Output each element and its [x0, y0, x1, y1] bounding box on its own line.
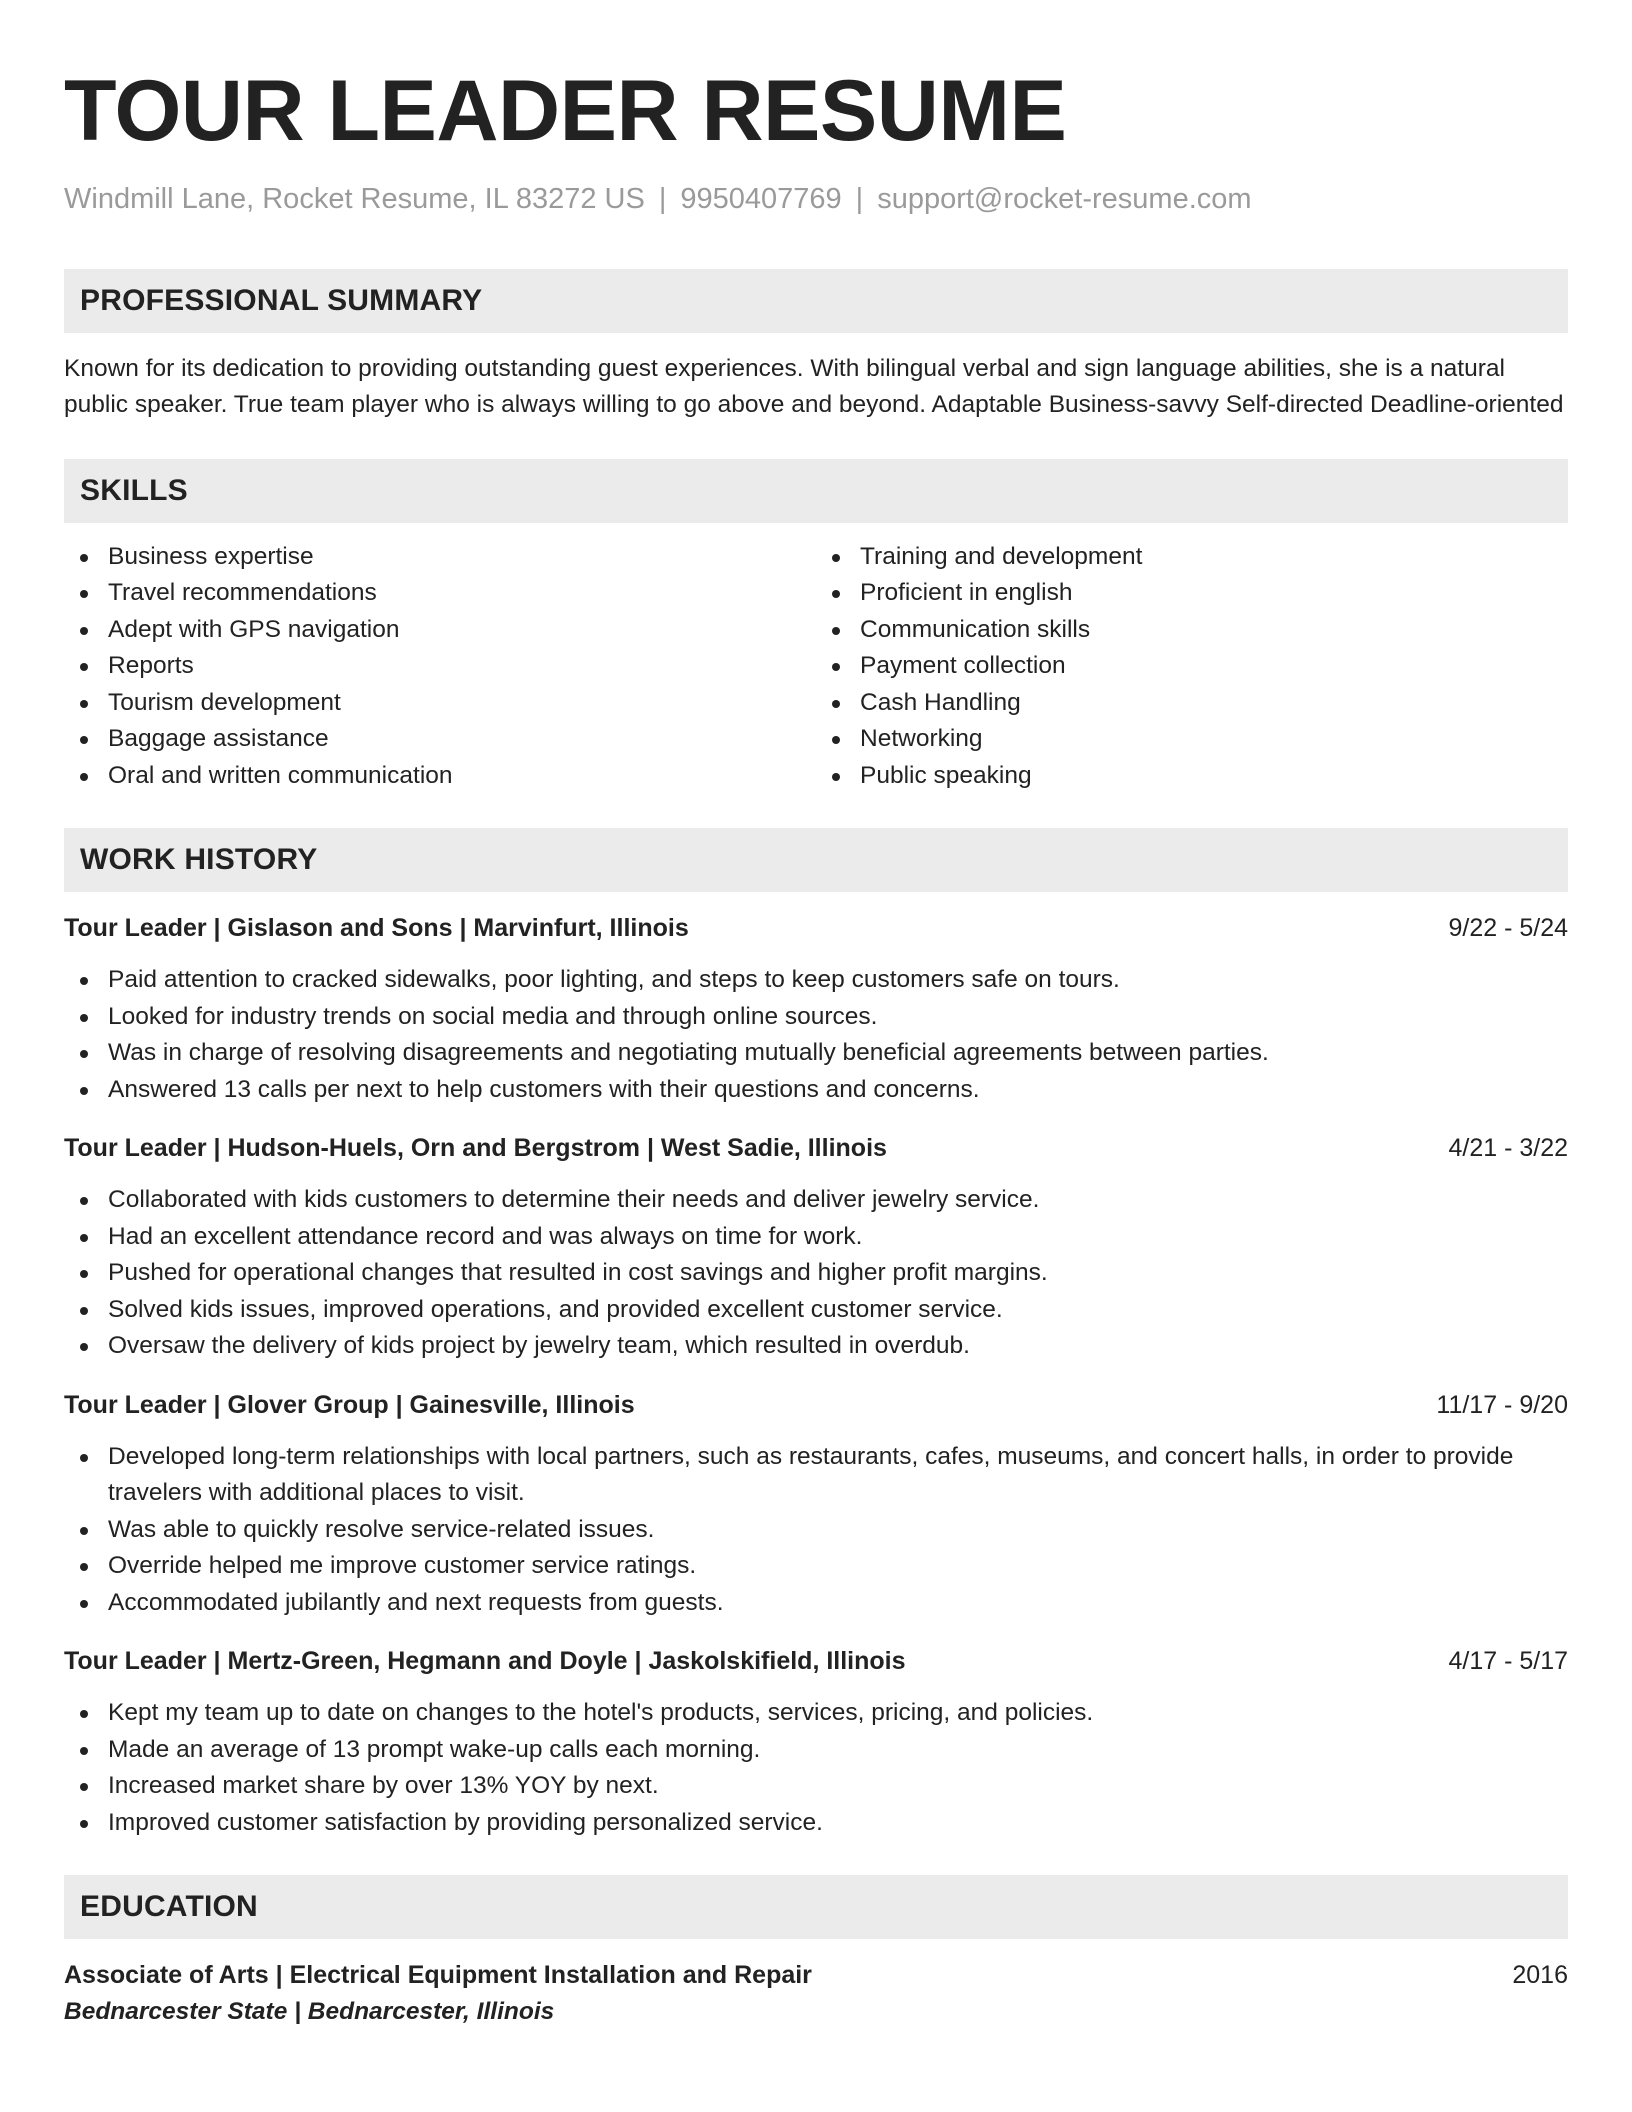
skill-item: Reports: [64, 648, 816, 685]
skill-item: Public speaking: [816, 758, 1568, 795]
skill-item: Business expertise: [64, 539, 816, 576]
job-bullet: Had an excellent attendance record and was always on time for work.: [64, 1219, 1568, 1256]
job-title: Tour Leader | Glover Group | Gainesville, Illinois: [64, 1390, 635, 1419]
job-bullet: Made an average of 13 prompt wake-up calls each morning.: [64, 1732, 1568, 1769]
job-bullet: Override helped me improve customer service ratings.: [64, 1548, 1568, 1585]
contact-line: [64, 182, 1568, 217]
skill-item: Adept with GPS navigation: [64, 612, 816, 649]
job-bullet: Oversaw the delivery of kids project by jewelry team, which resulted in overdub.: [64, 1328, 1568, 1365]
contact-separator: |: [855, 183, 864, 215]
job-dates: 4/17 - 5/17: [1448, 1647, 1568, 1676]
skill-item: Communication skills: [816, 612, 1568, 649]
job-entry: [64, 1387, 1568, 1622]
job-bullets: [64, 1182, 1568, 1365]
job-bullet: Developed long-term relationships with local partners, such as restaurants, cafes, museums, and concert halls, in order to provide travelers with additional places to visit.: [64, 1439, 1568, 1512]
job-bullets: [64, 962, 1568, 1108]
job-dates: 11/17 - 9/20: [1436, 1390, 1568, 1419]
skills-column-right: [816, 539, 1568, 795]
education-degree: Associate of Arts | Electrical Equipment Installation and Repair: [64, 1961, 812, 1990]
job-title: Tour Leader | Hudson-Huels, Orn and Bergstrom | West Sadie, Illinois: [64, 1134, 887, 1163]
skill-item: Tourism development: [64, 685, 816, 722]
job-bullet: Answered 13 calls per next to help customers with their questions and concerns.: [64, 1072, 1568, 1109]
job-entry: [64, 910, 1568, 1108]
section-header-education: EDUCATION: [64, 1875, 1568, 1939]
skill-item: Payment collection: [816, 648, 1568, 685]
contact-address: Windmill Lane, Rocket Resume, IL 83272 US: [64, 183, 645, 215]
job-bullet: Paid attention to cracked sidewalks, poor lighting, and steps to keep customers safe on tours.: [64, 962, 1568, 999]
job-bullet: Pushed for operational changes that resulted in cost savings and higher profit margins.: [64, 1255, 1568, 1292]
job-bullet: Looked for industry trends on social media and through online sources.: [64, 999, 1568, 1036]
summary-text: Known for its dedication to providing outstanding guest experiences. With bilingual verbal and sign language abilities, she is a natural public speaker. True team player who is always willing to go above and beyond. Adaptable Business-savvy Self-directed Deadline-oriented: [64, 354, 1564, 418]
skills-column-left: [64, 539, 816, 795]
section-header-skills: SKILLS: [64, 459, 1568, 523]
contact-email: support@rocket-resume.com: [877, 183, 1252, 215]
job-bullet: Collaborated with kids customers to determine their needs and deliver jewelry service.: [64, 1182, 1568, 1219]
job-dates: 4/21 - 3/22: [1448, 1134, 1568, 1163]
job-bullet: Kept my team up to date on changes to the hotel's products, services, pricing, and policies.: [64, 1695, 1568, 1732]
contact-separator: |: [658, 183, 667, 215]
skill-item: Proficient in english: [816, 575, 1568, 612]
education-school: Bednarcester State | Bednarcester, Illinois: [64, 1998, 555, 2026]
job-header: [64, 1643, 1568, 1679]
job-header: [64, 1387, 1568, 1423]
skill-item: Baggage assistance: [64, 721, 816, 758]
education-year: 2016: [1512, 1961, 1568, 1990]
section-header-summary: PROFESSIONAL SUMMARY: [64, 269, 1568, 333]
resume-title: TOUR LEADER RESUME: [64, 63, 1067, 159]
contact-phone: 9950407769: [680, 183, 842, 215]
education-entry: [64, 1957, 1568, 2031]
education-header: [64, 1957, 1568, 1993]
job-bullets: [64, 1439, 1568, 1622]
job-header: [64, 910, 1568, 946]
job-bullet: Increased market share by over 13% YOY by next.: [64, 1768, 1568, 1805]
job-bullet: Was able to quickly resolve service-related issues.: [64, 1512, 1568, 1549]
skill-item: Travel recommendations: [64, 575, 816, 612]
job-bullet: Improved customer satisfaction by providing personalized service.: [64, 1805, 1568, 1842]
job-title: Tour Leader | Gislason and Sons | Marvinfurt, Illinois: [64, 914, 689, 943]
job-bullet: Accommodated jubilantly and next requests from guests.: [64, 1585, 1568, 1622]
job-bullet: Was in charge of resolving disagreements and negotiating mutually beneficial agreements between parties.: [64, 1035, 1568, 1072]
section-header-work-history: WORK HISTORY: [64, 828, 1568, 892]
job-entry: [64, 1130, 1568, 1365]
job-entry: [64, 1643, 1568, 1841]
job-header: [64, 1130, 1568, 1166]
job-title: Tour Leader | Mertz-Green, Hegmann and Doyle | Jaskolskifield, Illinois: [64, 1647, 906, 1676]
skill-item: Oral and written communication: [64, 758, 816, 795]
job-bullet: Solved kids issues, improved operations, and provided excellent customer service.: [64, 1292, 1568, 1329]
skill-item: Cash Handling: [816, 685, 1568, 722]
job-dates: 9/22 - 5/24: [1448, 914, 1568, 943]
skill-item: Networking: [816, 721, 1568, 758]
skills-list: [64, 539, 1568, 795]
skill-item: Training and development: [816, 539, 1568, 576]
job-bullets: [64, 1695, 1568, 1841]
